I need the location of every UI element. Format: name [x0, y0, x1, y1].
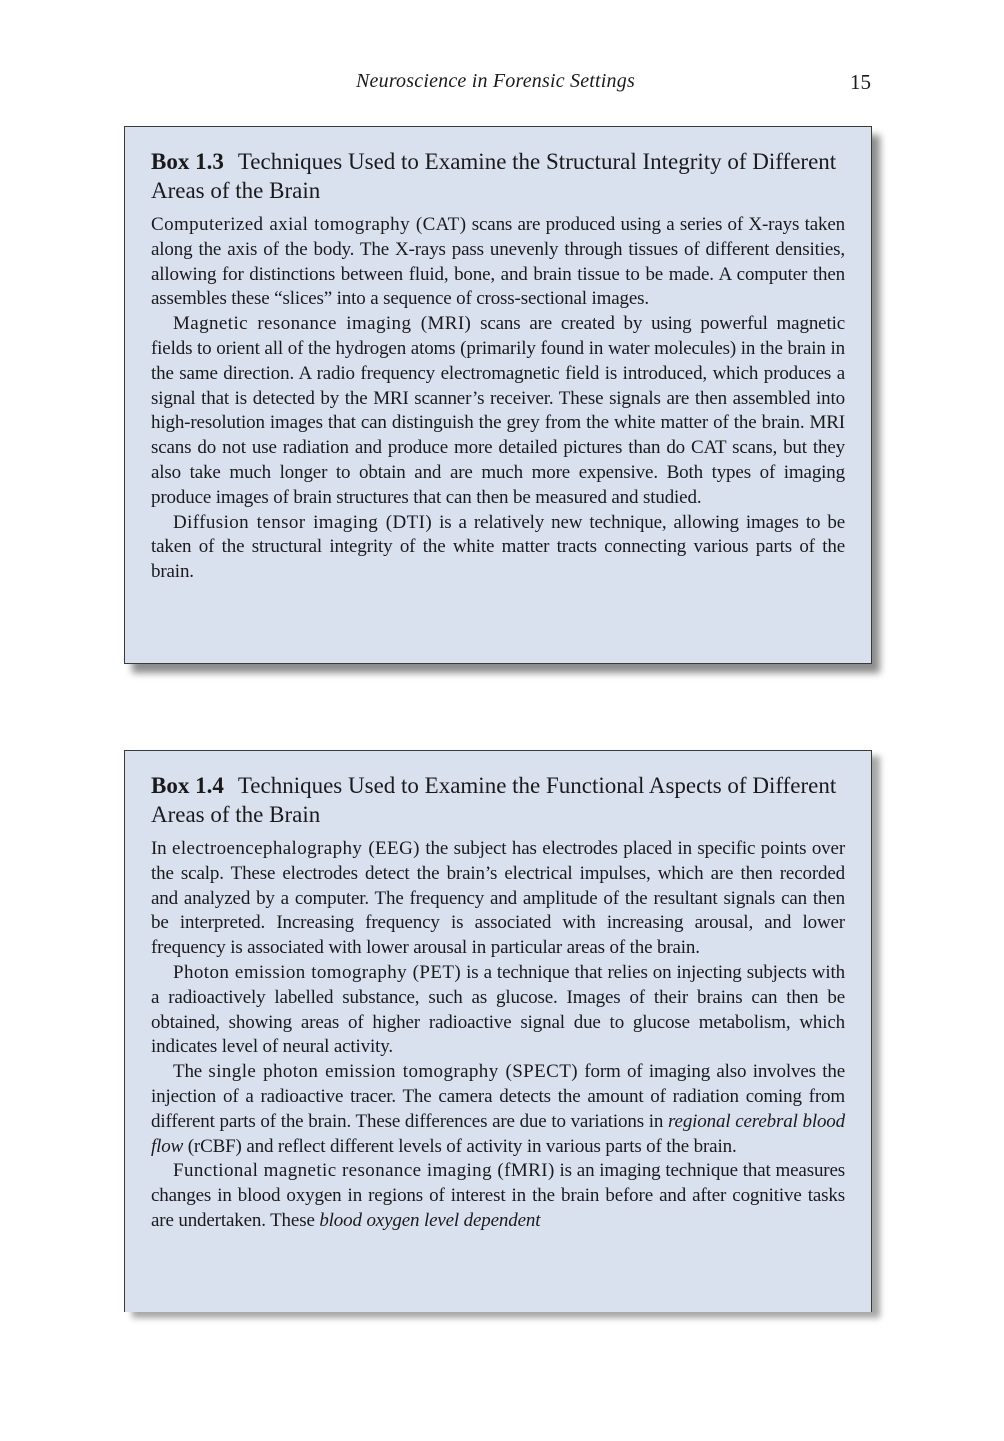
box-1-4-para3-mid: form of imaging also involves the injection of a radioactive tracer. The camera detects the amount of radiation coming from different parts of the brain. These differences are due to variations in: [151, 1061, 845, 1132]
box-1-4-para4-mid: is an imaging technique that measures changes in blood oxygen in regions of interest in the brain before and after cognitive tasks are undertaken. These: [151, 1160, 846, 1231]
box-1-4-title-text: Techniques Used to Examine the Functional Aspects of Different Areas of the Brain: [151, 773, 837, 827]
term-cat: Computerized axial tomography (CAT): [151, 214, 467, 235]
term-spect: single photon emission tomography (SPECT): [208, 1061, 578, 1083]
page-number: 15: [850, 70, 871, 94]
box-1-4-para2-text: is a technique that relies on injecting subjects with a radioactively labelled substance, such as glucose. Images of their brains can then be obtained, showing areas of higher radioactive signal due to glucose metabolism, which indicates level of neural activity.: [151, 961, 845, 1058]
term-fmri: Functional magnetic resonance imaging (fMRI): [173, 1160, 555, 1182]
box-1-3: [124, 126, 872, 664]
box-1-3-paragraph-cat: [151, 213, 845, 312]
box-1-4: [124, 750, 872, 1312]
box-1-3-para1-text: scans are produced using a series of X-rays taken along the axis of the body. The X-rays pass unevenly through tissues of different densities, allowing for distinctions between fluid, bone, and brain tissue to be made. A computer then assembles these “slices” into a sequence of cross-sectional images.: [151, 214, 845, 310]
box-1-4-paragraph-pet: [151, 961, 845, 1060]
box-1-4-paragraph-fmri: [151, 1159, 845, 1233]
box-1-4-para3-lead: The: [173, 1061, 209, 1083]
term-eeg: electroencephalography (EEG): [172, 838, 420, 859]
box-1-4-number: Box 1.4: [151, 773, 224, 798]
term-mri: Magnetic resonance imaging (MRI): [173, 313, 472, 335]
italic-bold-signal: blood oxygen level dependent: [319, 1209, 541, 1231]
box-1-4-para1-lead: In: [151, 838, 173, 859]
box-1-4-paragraph-spect: [151, 1060, 845, 1159]
box-1-3-para2-text: scans are created by using powerful magnetic fields to orient all of the hydrogen atoms (primarily found in water molecules) in the brain in the same direction. A radio frequency electromagnetic field is introduced, which produces a signal that is detected by the MRI scanner’s receiver. These signals are then assembled into high-resolution images that can distinguish the grey from the white matter of the brain. MRI scans do not use radiation and produce more detailed pictures than do CAT scans, but they also take much longer to obtain and are much more expensive. Both types of imaging produce images of brain structures that can then be measured and studied.: [151, 313, 845, 508]
box-1-3-paragraph-dti: [151, 511, 845, 585]
box-1-3-number: Box 1.3: [151, 149, 224, 174]
box-1-4-para1-text: the subject has electrodes placed in specific points over the scalp. These electrodes detect the brain’s electrical impulses, which are then recorded and analyzed by a computer. The frequency and amplitude of the resultant signals can then be interpreted. Increasing frequency is associated with increasing arousal, and lower frequency is associated with lower arousal in particular areas of the brain.: [151, 838, 845, 959]
italic-rcbf: regional cerebral blood flow: [151, 1110, 845, 1157]
box-1-3-title: [151, 147, 845, 205]
term-pet: Photon emission tomography (PET): [173, 961, 462, 983]
box-1-3-title-text: Techniques Used to Examine the Structural Integrity of Different Areas of the Brain: [151, 149, 837, 203]
box-1-4-title: [151, 771, 845, 829]
running-head: Neuroscience in Forensic Settings: [356, 70, 635, 92]
box-1-3-paragraph-mri: [151, 312, 845, 510]
term-dti: Diffusion tensor imaging (DTI): [173, 511, 433, 533]
box-1-4-paragraph-eeg: [151, 837, 845, 961]
box-1-4-para3-text: (rCBF) and reflect different levels of activity in various parts of the brain.: [183, 1135, 737, 1157]
box-1-3-para3-text: is a relatively new technique, allowing images to be taken of the structural integrity of the white matter tracts connecting various parts of the brain.: [151, 511, 845, 583]
